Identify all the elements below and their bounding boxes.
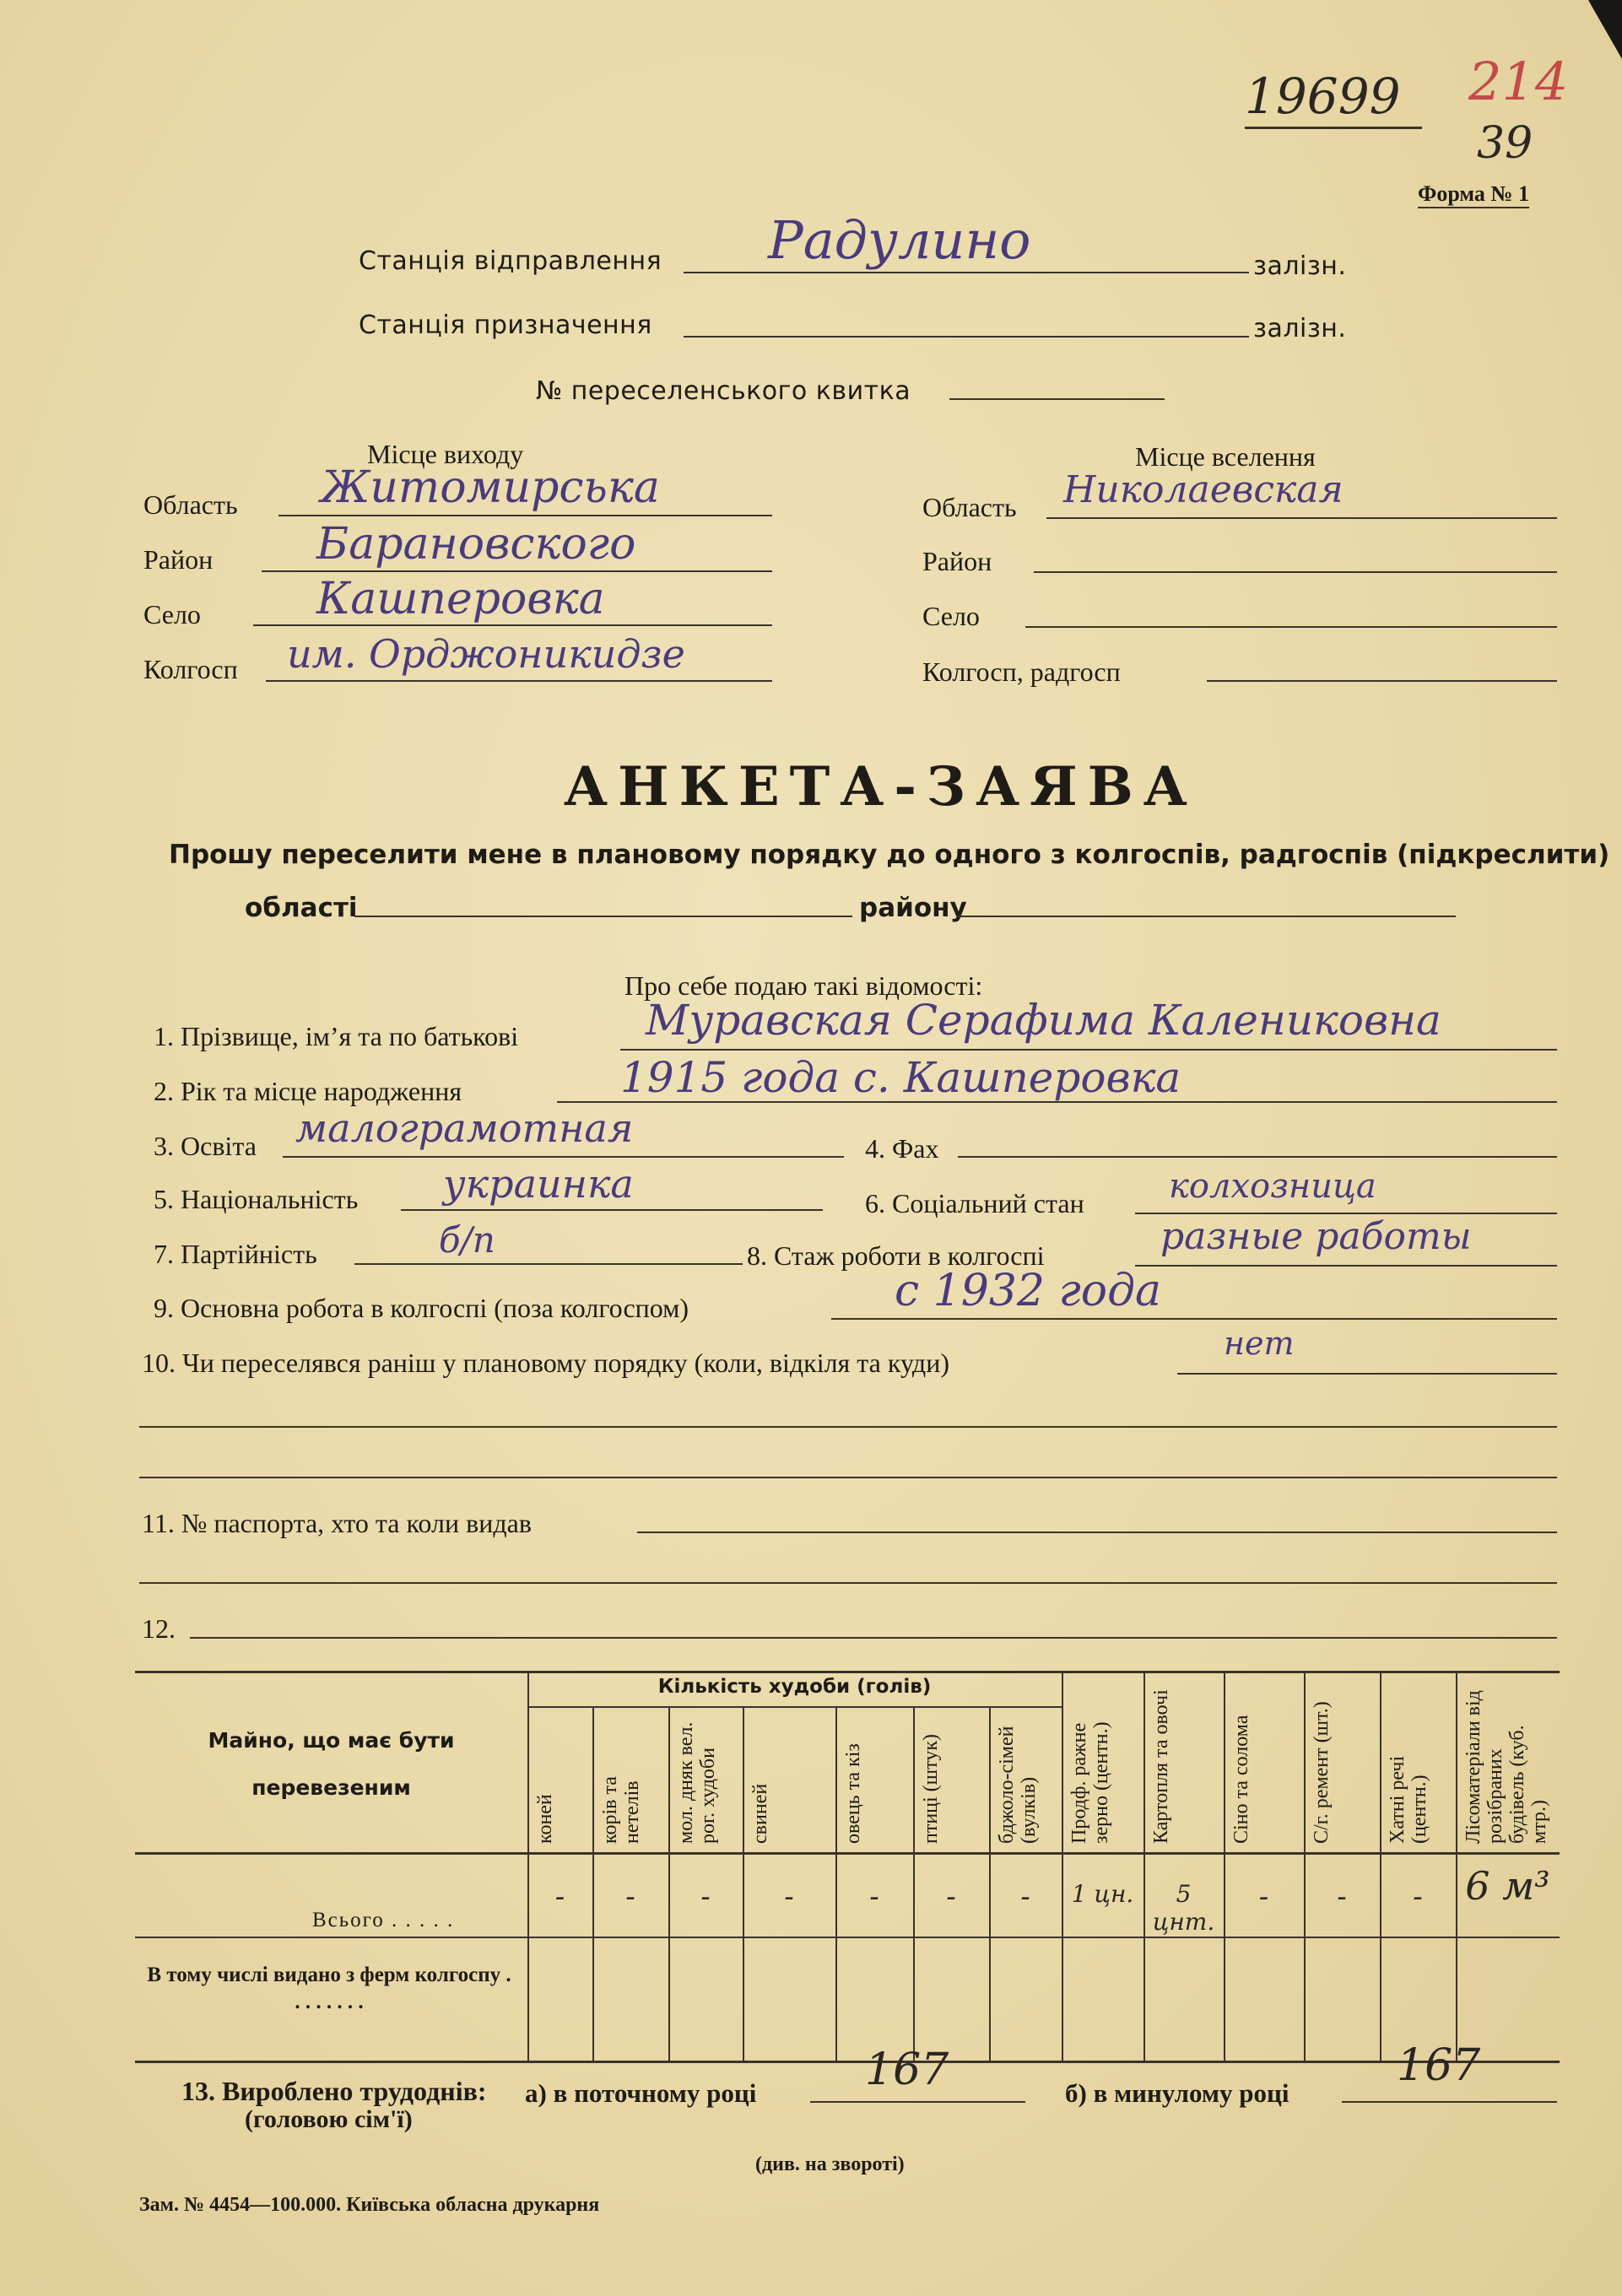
field-8-label: 8. Стаж роботи в колгоспі xyxy=(747,1240,1045,1271)
printer-footer: Зам. № 4454—100.000. Київська обласна друкарня xyxy=(139,2194,600,2216)
total-value-3: - xyxy=(700,1880,711,1914)
destination-raion-label: Район xyxy=(922,546,992,576)
see-back-note: (див. на звороті) xyxy=(755,2153,905,2175)
column-header-6: птиці (штук) xyxy=(920,1734,942,1844)
current-year-value: 167 xyxy=(865,2045,949,2095)
field-2-label: 2. Рік та місце народження xyxy=(154,1076,462,1106)
field-3-value: малограмотная xyxy=(295,1105,634,1151)
field-8-line xyxy=(1135,1265,1557,1267)
destination-heading: Місце вселення xyxy=(1135,441,1316,472)
form-number: Форма № 1 xyxy=(1418,181,1529,208)
column-header-13: Лісоматеріали від розібраних будівель (куб. мтр.) xyxy=(1463,1690,1550,1844)
previous-year-label: б) в минулому році xyxy=(1065,2078,1289,2108)
raionu-line xyxy=(958,916,1456,917)
field-11-continuation-line xyxy=(139,1582,1557,1584)
railway-label-2: залізн. xyxy=(1253,314,1347,343)
column-header-10: Сіно та солома xyxy=(1230,1715,1252,1844)
field-3-line xyxy=(283,1156,844,1158)
column-header-3: мол. дняк вел. рог. худоби xyxy=(675,1721,719,1844)
info-heading: Про себе подаю такі відомості: xyxy=(624,970,983,1001)
field-9-label: 9. Основна робота в колгоспі (поза колгоспом) xyxy=(154,1293,689,1323)
column-header-4: свиней xyxy=(749,1783,771,1844)
column-header-11: С/г. ремент (шт.) xyxy=(1311,1701,1333,1844)
origin-raion-line xyxy=(262,570,772,572)
workdays-sub-label: (головою сім'ї) xyxy=(245,2105,413,2133)
field-10-label: 10. Чи переселявся раніш у плановому порядку (коли, відкіля та куди) xyxy=(142,1348,949,1378)
column-header-9: Картопля та овочі xyxy=(1150,1689,1172,1844)
ticket-number-line xyxy=(949,398,1165,400)
origin-oblast-line xyxy=(278,515,772,516)
field-4-line xyxy=(958,1156,1557,1158)
origin-kolhosp-value: им. Орджоникидзе xyxy=(287,631,685,677)
origin-kolhosp-line xyxy=(266,680,772,682)
request-line: Прошу переселити мене в плановому порядку до одного з колгоспів, радгоспів (підкреслити) xyxy=(169,840,1610,870)
ticket-number-label: № переселенського квитка xyxy=(536,376,911,406)
page-corner-shadow xyxy=(1588,0,1622,59)
column-header-12: Хатні речі (центн.) xyxy=(1387,1755,1430,1844)
total-row-label: Всього . . . . . xyxy=(312,1909,455,1931)
farm-row-label: В тому числі видано з ферм колгоспу . . . . . . . . xyxy=(147,1964,511,2013)
field-10-continuation-line-1 xyxy=(139,1426,1557,1428)
field-1-line xyxy=(620,1049,1557,1051)
archive-number: 19699 xyxy=(1245,68,1401,125)
field-6-label: 6. Соціальний стан xyxy=(865,1188,1084,1218)
field-11-line xyxy=(637,1532,1557,1533)
field-1-label: 1. Прізвище, ім’я та по батькові xyxy=(154,1021,519,1051)
previous-year-value: 167 xyxy=(1397,2040,1481,2091)
column-header-2: корів та нетелів xyxy=(599,1776,643,1844)
destination-kolhosp-label: Колгосп, радгосп xyxy=(922,656,1121,687)
total-value-4: - xyxy=(784,1880,794,1914)
property-header: Майно, що має бути перевезеним xyxy=(208,1728,455,1800)
field-3-label: 3. Освіта xyxy=(154,1131,257,1161)
field-7-line xyxy=(354,1263,743,1265)
field-10-value: нет xyxy=(1224,1325,1295,1362)
origin-raion-value: Барановского xyxy=(316,519,636,570)
origin-selo-value: Кашперовка xyxy=(316,574,605,624)
field-10-continuation-line-2 xyxy=(139,1477,1557,1478)
field-10-line xyxy=(1177,1373,1557,1375)
destination-selo-label: Село xyxy=(922,601,980,631)
current-year-label: а) в поточному році xyxy=(525,2078,757,2108)
destination-oblast-line xyxy=(1046,517,1557,519)
origin-oblast-label: Область xyxy=(143,489,238,520)
origin-heading: Місце виходу xyxy=(367,439,524,469)
archive-sheet-number: 39 xyxy=(1477,118,1533,169)
total-value-1: - xyxy=(554,1880,565,1914)
origin-kolhosp-label: Колгосп xyxy=(143,654,238,684)
archive-number-underline xyxy=(1245,127,1422,129)
origin-selo-line xyxy=(253,624,772,626)
total-value-12: - xyxy=(1413,1880,1423,1914)
livestock-header: Кількість худоби (голів) xyxy=(657,1676,932,1698)
total-value-10: - xyxy=(1258,1880,1269,1914)
departure-station-line xyxy=(684,272,1249,273)
field-5-label: 5. Національність xyxy=(154,1184,359,1214)
destination-oblast-label: Область xyxy=(922,492,1017,522)
total-value-2: - xyxy=(625,1880,635,1914)
origin-oblast-value: Житомирська xyxy=(321,462,660,513)
oblasti-label: області xyxy=(245,893,358,923)
destination-station-label: Станція призначення xyxy=(359,311,652,340)
origin-raion-label: Район xyxy=(143,544,214,575)
destination-oblast-value: Николаевская xyxy=(1063,468,1344,511)
workdays-label: 13. Вироблено трудоднів: xyxy=(181,2076,487,2106)
field-12-line xyxy=(190,1637,1557,1639)
column-header-1: коней xyxy=(534,1794,556,1844)
total-value-13: 6 м³ xyxy=(1465,1863,1550,1909)
total-value-11: - xyxy=(1337,1880,1347,1914)
field-4-label: 4. Фах xyxy=(865,1133,939,1164)
field-7-label: 7. Партійність xyxy=(154,1239,317,1269)
field-9-value: с 1932 года xyxy=(895,1266,1162,1316)
total-value-8: 1 цн. xyxy=(1071,1880,1134,1908)
field-7-value: б/п xyxy=(439,1219,495,1261)
oblasti-line xyxy=(354,916,852,917)
destination-selo-line xyxy=(1025,626,1557,628)
field-5-value: украинка xyxy=(443,1161,634,1207)
total-value-9: 5 цнт. xyxy=(1152,1880,1215,1936)
departure-station-value: Радулино xyxy=(768,209,1031,271)
field-6-value: колхозница xyxy=(1169,1167,1376,1206)
origin-selo-label: Село xyxy=(143,599,201,629)
field-2-value: 1915 года с. Кашперовка xyxy=(620,1053,1181,1102)
total-value-5: - xyxy=(869,1880,879,1914)
field-9-line xyxy=(831,1318,1557,1320)
railway-label-1: залізн. xyxy=(1253,251,1347,281)
field-8-value: разные работы xyxy=(1160,1215,1472,1258)
raionu-label: району xyxy=(859,893,967,923)
field-5-line xyxy=(401,1209,823,1211)
field-6-line xyxy=(1135,1213,1557,1214)
form-title: АНКЕТА-ЗАЯВА xyxy=(564,755,1198,818)
destination-kolhosp-line xyxy=(1207,680,1557,682)
column-header-7: бджоло-сімей (вулків) xyxy=(996,1726,1040,1844)
total-value-6: - xyxy=(946,1880,956,1914)
total-value-7: - xyxy=(1020,1880,1030,1914)
destination-raion-line xyxy=(1034,571,1557,573)
field-1-value: Муравская Серафима Калениковна xyxy=(646,996,1441,1045)
previous-year-line xyxy=(1342,2101,1557,2103)
archive-red-reference: 214 xyxy=(1468,51,1569,112)
column-header-8: Продф. ражне зерно (центн.) xyxy=(1068,1721,1112,1844)
column-header-5: овець та кіз xyxy=(842,1743,864,1844)
current-year-line xyxy=(810,2101,1025,2103)
departure-station-label: Станція відправлення xyxy=(359,246,662,276)
field-12-label: 12. xyxy=(142,1613,176,1644)
field-11-label: 11. № паспорта, хто та коли видав xyxy=(142,1508,532,1538)
destination-station-line xyxy=(684,336,1249,338)
property-table xyxy=(135,1671,1560,2063)
